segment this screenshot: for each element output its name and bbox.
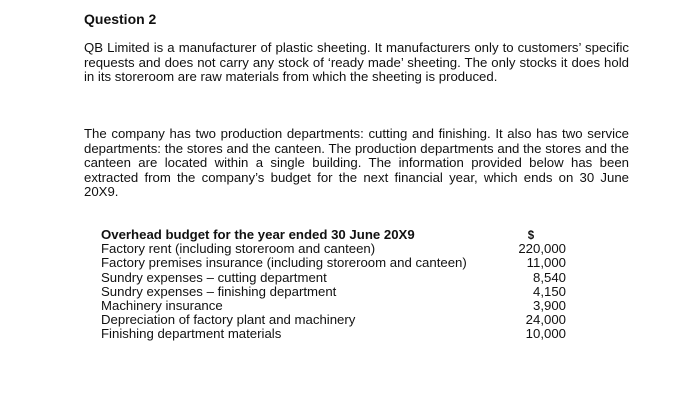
budget-row-amount: 24,000: [525, 312, 566, 328]
budget-row-amount: 10,000: [525, 326, 566, 342]
budget-heading: Overhead budget for the year ended 30 June 20X9: [101, 227, 415, 242]
budget-row: [101, 313, 566, 327]
budget-row: [101, 242, 566, 256]
budget-row: [101, 256, 566, 270]
budget-row-amount: 11,000: [526, 255, 566, 271]
overhead-budget-table: [101, 228, 566, 342]
budget-row-label: Finishing department materials: [101, 326, 282, 342]
budget-row-label: Depreciation of factory plant and machinery: [101, 312, 356, 328]
budget-row-label: Factory rent (including storeroom and canteen): [101, 241, 376, 257]
budget-row: [101, 299, 566, 313]
budget-row-amount: 8,540: [532, 269, 566, 285]
budget-row-amount: 3,900: [532, 297, 566, 313]
budget-row-label: Sundry expenses – cutting department: [101, 269, 327, 285]
currency-header: $: [527, 230, 535, 242]
budget-row-label: Machinery insurance: [101, 297, 223, 313]
budget-heading-row: [101, 228, 566, 242]
budget-row: [101, 271, 566, 285]
budget-row: [101, 285, 566, 299]
budget-row-amount: 220,000: [518, 241, 566, 257]
budget-row-amount: 4,150: [532, 283, 566, 299]
question-title: Question 2: [84, 11, 157, 27]
budget-row: [101, 327, 566, 341]
budget-row-label: Sundry expenses – finishing department: [101, 283, 337, 299]
departments-paragraph: The company has two production departments: cutting and finishing. It also has two service departments: the stores and the canteen. The production departments and the stores and the canteen are located within a single building. The information provided below has been extracted from the company’s budget for the next financial year, which ends on 30 June 20X9.: [84, 126, 629, 200]
budget-row-label: Factory premises insurance (including storeroom and canteen): [101, 255, 467, 271]
intro-paragraph: QB Limited is a manufacturer of plastic sheeting. It manufacturers only to customers’ specific requests and does not carry any stock of ‘ready made’ sheeting. The only stocks it does hold in its storeroom are raw materials from which the sheeting is produced.: [84, 40, 629, 85]
